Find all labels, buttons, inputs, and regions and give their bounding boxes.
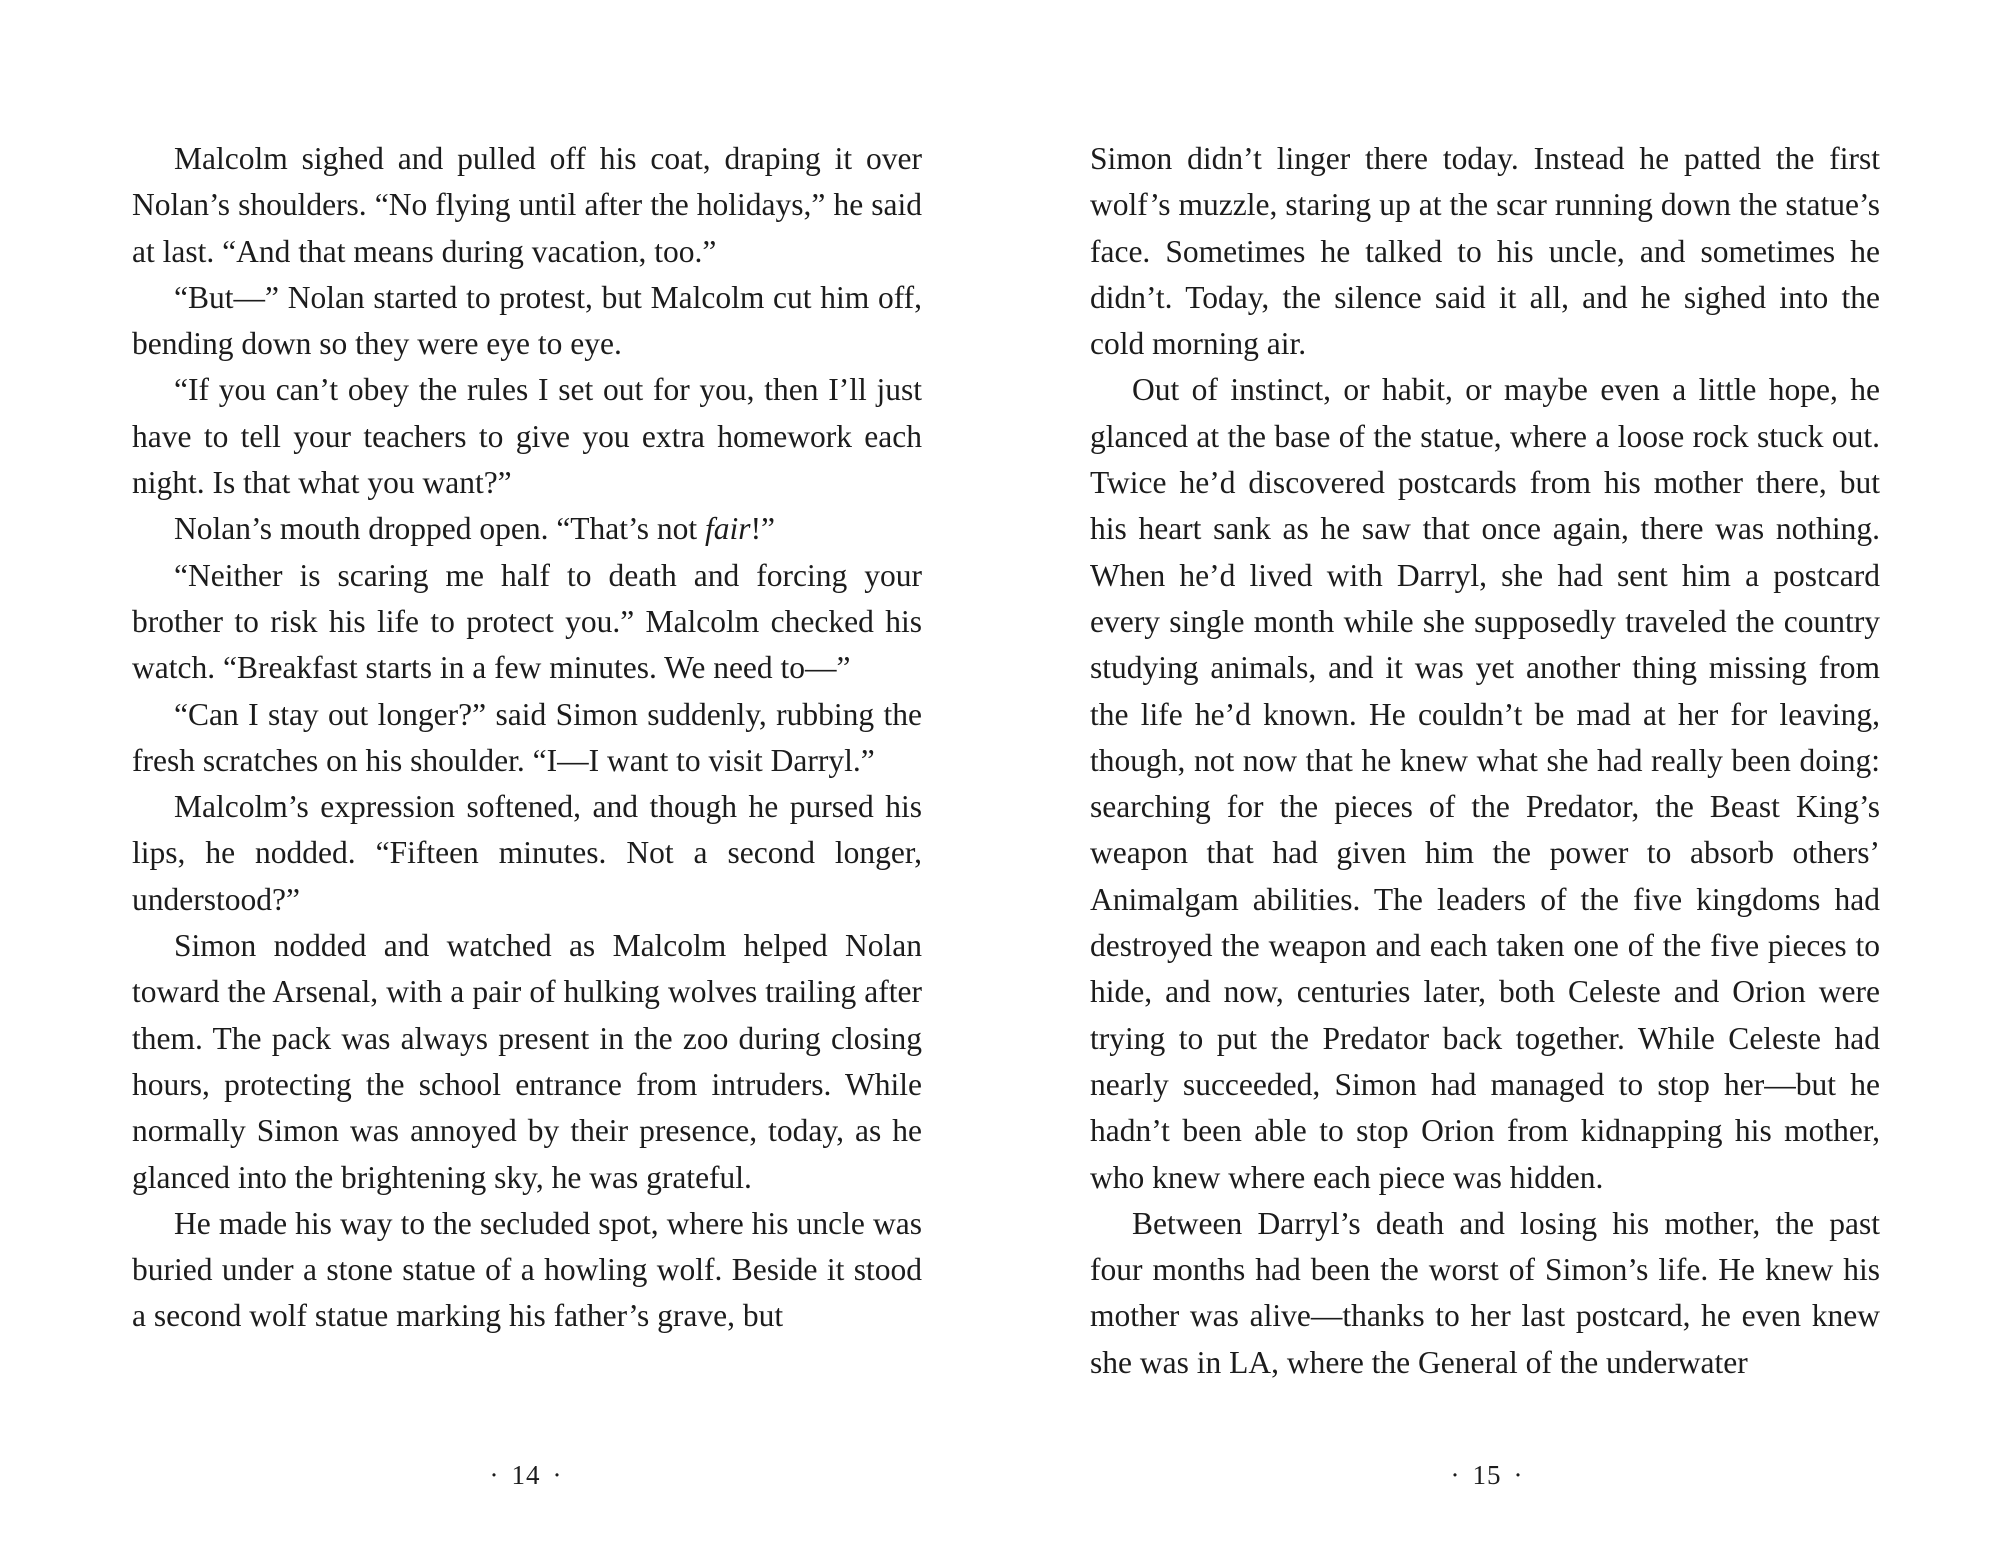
paragraph: Out of instinct, or habit, or maybe even a little hope, he glanced at the base of the statue, where a loose rock stuck out. Twice he’d discovered postcards from his mother there, but his heart sank as he saw that once again, there was nothing. When he’d lived with Darryl, she had sent him a postcard every single month while she supposedly traveled the country studying animals, and it was yet another thing missing from the life he’d known. He couldn’t be mad at her for leaving, though, not now that he knew what she had really been doing: searching for the pieces of the Predator, the Beast King’s weapon that had given him the power to absorb others’ Animalgam abilities. The leaders of the five kingdoms had destroyed the weapon and each taken one of the five pieces to hide, and now, centuries later, both Celeste and Orion were trying to put the Predator back together. While Celeste had nearly succeeded, Simon had managed to stop her—but he hadn’t been able to stop Orion from kidnapping his mother, who knew where each piece was hidden. [1090,372,1880,1195]
paragraph: Malcolm sighed and pulled off his coat, draping it over Nolan’s shoulders. “No flying until after the holidays,” he said at last. “And that means during vacation, too.” [132,141,922,269]
page-number: 15 [1472,1460,1502,1490]
right-page [1090,136,1880,1386]
page-number-right [1367,1455,1607,1495]
page-number-left [406,1455,646,1495]
paragraph: “Neither is scaring me half to death and forcing your brother to risk his life to protect you.” Malcolm checked his watch. “Breakfast starts in a few minutes. We need to—” [132,557,922,686]
left-page [132,136,922,1340]
folio-dot: · [1450,1460,1461,1490]
folio-dot: · [552,1460,563,1490]
paragraph: He made his way to the secluded spot, where his uncle was buried under a stone statue of a howling wolf. Beside it stood a second wolf statue marking his father’s grave, but [132,1205,922,1334]
paragraph-with-italic: Nolan’s mouth dropped open. “That’s not fair!” [174,511,776,547]
page-number: 14 [511,1460,541,1490]
paragraph: “But—” Nolan started to protest, but Malcolm cut him off, bending down so they were eye to eye. [132,279,922,362]
paragraph: Malcolm’s expression softened, and though he pursed his lips, he nodded. “Fifteen minutes. Not a second longer, understood?” [132,789,922,917]
italic-emphasis: fair [705,511,751,547]
folio-dot: · [1513,1460,1524,1490]
paragraph: Simon didn’t linger there today. Instead he patted the first wolf’s muzzle, staring up at the scar running down the statue’s face. Sometimes he talked to his uncle, and sometimes he didn’t. Today, the silence said it all, and he sighed into the cold morning air. [1090,141,1880,362]
paragraph: “Can I stay out longer?” said Simon suddenly, rubbing the fresh scratches on his shoulder. “I—I want to visit Darryl.” [132,696,922,778]
folio-dot: · [489,1460,500,1490]
paragraph: Between Darryl’s death and losing his mother, the past four months had been the worst of Simon’s life. He knew his mother was alive—thanks to her last postcard, he even knew she was in LA, where the General of the underwater [1090,1205,1880,1380]
paragraph: “If you can’t obey the rules I set out for you, then I’ll just have to tell your teachers to give you extra homework each night. Is that what you want?” [132,372,922,501]
paragraph: Simon nodded and watched as Malcolm helped Nolan toward the Arsenal, with a pair of hulking wolves trailing after them. The pack was always present in the zoo during closing hours, protecting the school entrance from intruders. While normally Simon was annoyed by their presence, today, as he glanced into the brightening sky, he was grateful. [132,928,922,1195]
